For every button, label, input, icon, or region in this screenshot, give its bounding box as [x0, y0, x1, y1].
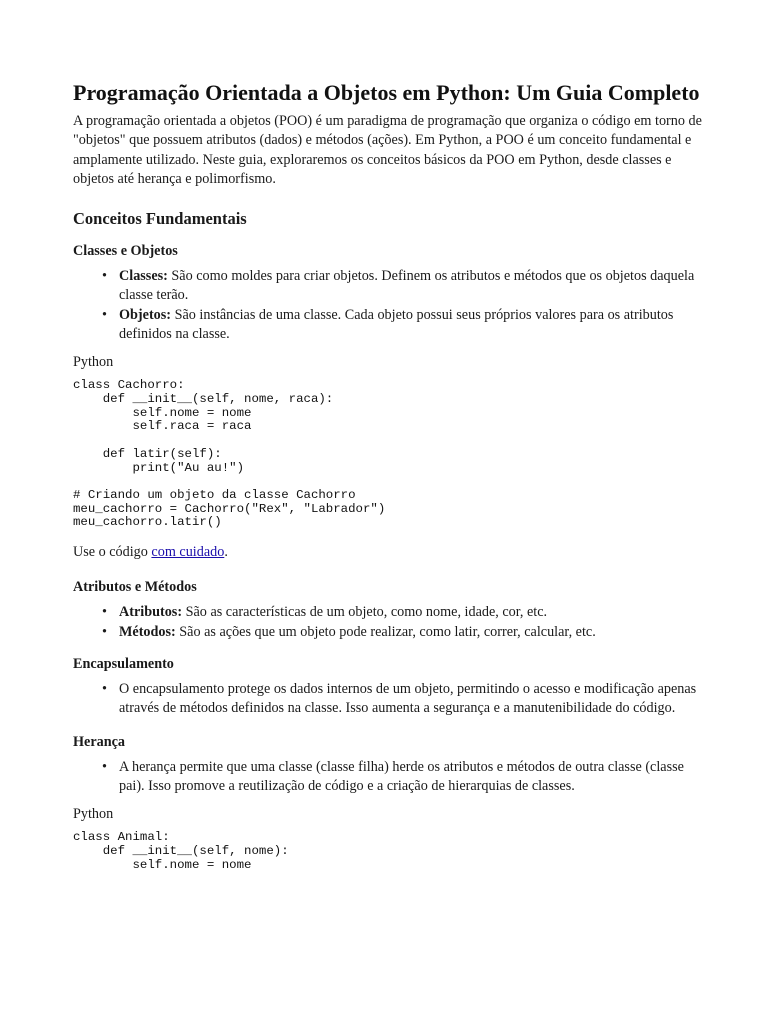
code-language-label: Python [73, 354, 114, 371]
subheading-classes-objects: Classes e Objetos [73, 243, 178, 260]
list-item [119, 603, 703, 622]
use-code-note [73, 543, 703, 562]
note-suffix: . [224, 544, 228, 561]
list-item: • O encapsulamento protege os dados internos de um objeto, permitindo o acesso e modificação apenas através de métodos definidos na classe. Isso aumenta a segurança e a manutenibilidade do código. [119, 680, 703, 719]
list-item: • A herança permite que uma classe (classe filha) herde os atributos e métodos de outra classe (classe pai). Isso promove a reutilização de código e a criação de hierarquias de classes. [119, 758, 703, 797]
code-block-animal: class Animal: def __init__(self, nome): self.nome = nome [73, 830, 289, 872]
subheading-encapsulation: Encapsulamento [73, 656, 174, 672]
definition: São instâncias de uma classe. Cada objeto possui seus próprios valores para os atributos definidos na classe. [119, 306, 674, 343]
note-prefix: Use o código [73, 544, 152, 561]
term: Métodos: [119, 623, 176, 640]
intro-paragraph: A programação orientada a objetos (POO) é um paradigma de programação que organiza o código em torno de "objetos" que possuem atributos (dados) e métodos (ações). Em Python, a POO é um conceito fundamental e amplamente utilizado. Neste guia, exploraremos os conceitos básicos da POO em Python, desde classes e objetos até herança e polimorfismo. [73, 113, 702, 187]
list-item [119, 623, 703, 642]
subheading-attributes-methods: Atributos e Métodos [73, 579, 197, 596]
encapsulation-list [73, 680, 703, 719]
subheading-inheritance: Herança [73, 733, 126, 750]
term: Classes: [119, 268, 168, 285]
article [73, 80, 703, 872]
classes-objects-list [73, 267, 703, 344]
inheritance-list [73, 758, 703, 797]
page-title: Programação Orientada a Objetos em Python: Um Guia Completo [73, 80, 700, 105]
with-care-link[interactable]: com cuidado [151, 544, 225, 561]
term: Objetos: [119, 306, 172, 323]
term: Atributos: [119, 604, 183, 621]
definition: São como moldes para criar objetos. Definem os atributos e métodos que os objetos daquela classe terão. [119, 268, 695, 304]
attributes-methods-list [73, 603, 703, 642]
list-item [119, 267, 703, 306]
definition: São as ações que um objeto pode realizar, como latir, correr, calcular, etc. [175, 623, 596, 640]
code-block-cachorro: class Cachorro: def __init__(self, nome, raca): self.nome = nome self.raca = raca def latir(self): print("Au au!") # Criando um objeto da classe Cachorro meu_cachorro = Cachorro("Rex", "Labrador") meu_cachorro.latir() [73, 378, 386, 530]
list-item [119, 306, 703, 345]
section-heading-fundamentals: Conceitos Fundamentais [73, 209, 247, 229]
definition: São as características de um objeto, como nome, idade, cor, etc. [182, 604, 548, 621]
code-language-label: Python [73, 806, 114, 823]
